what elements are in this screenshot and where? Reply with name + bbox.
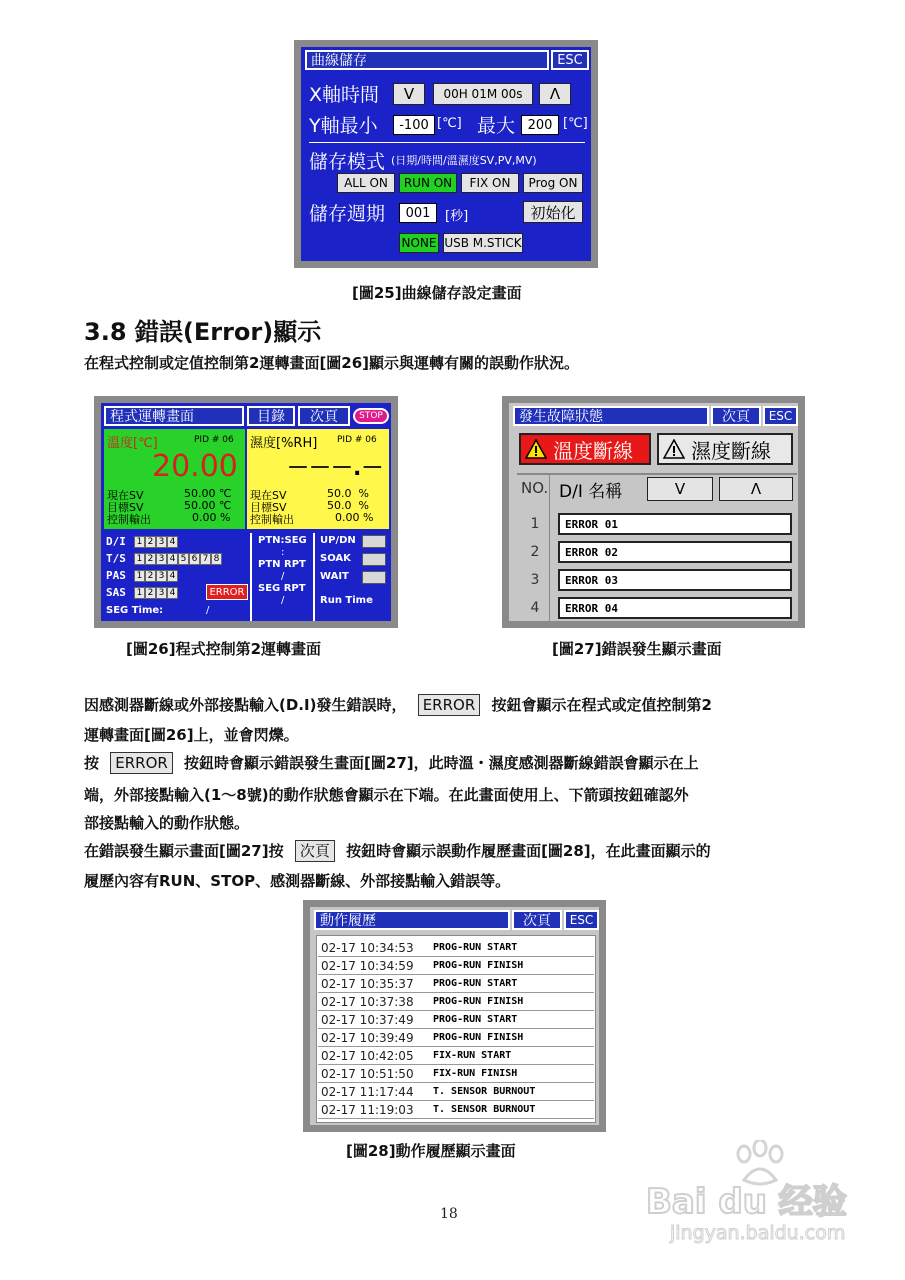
mode-run-on-button[interactable] [399, 173, 457, 193]
error-row[interactable] [558, 541, 792, 563]
mode-label: Prog ON [528, 176, 578, 190]
temperature-pid: PID # 06 [194, 435, 234, 445]
text-run: 按 [84, 754, 100, 772]
timestamp: 02-17 10:51:50 [321, 1066, 414, 1081]
list-item [318, 1011, 594, 1029]
error-name: ERROR 03 [565, 573, 618, 587]
paragraph-line [84, 694, 712, 716]
pas-cell: 3 [156, 570, 167, 582]
paragraph-line: 端，外部接點輸入(1～8號)的動作狀態會顯示在下端。在此畫面使用上、下箭頭按鈕確認外 [84, 786, 689, 804]
seg-rpt-label: SEG RPT [258, 583, 306, 594]
divider [309, 142, 585, 143]
ts-cell: 2 [145, 553, 156, 565]
next-page-button[interactable] [512, 910, 562, 930]
section-heading: 3.8 錯誤(Error)顯示 [84, 318, 322, 346]
humidity-panel [247, 429, 389, 529]
program-run-screen [94, 396, 398, 628]
pas-label: PAS [106, 569, 126, 582]
screen-title-text: 發生故障狀態 [519, 409, 603, 425]
text-run: 按鈕時會顯示錯誤發生畫面[圖27]，此時溫・濕度感測器斷線錯誤會顯示在上 [184, 754, 699, 772]
section-intro: 在程式控制或定值控制第2運轉畫面[圖26]顯示與運轉有關的誤動作狀況。 [84, 354, 580, 372]
menu-button[interactable] [247, 406, 295, 426]
timestamp: 02-17 10:37:49 [321, 1012, 414, 1027]
storage-mode-label: 儲存模式 [309, 151, 386, 173]
y-max-value: 200 [527, 117, 553, 133]
mode-label: FIX ON [469, 176, 511, 190]
temp-row-value: 0.00 % [192, 511, 231, 524]
screen-title [305, 50, 549, 70]
mode-prog-on-button[interactable] [523, 173, 583, 193]
mode-label: RUN ON [403, 176, 453, 190]
sas-cell: 3 [156, 587, 167, 599]
paragraph-line [84, 840, 711, 862]
y-min-input[interactable] [393, 115, 435, 135]
screen-title-text: 曲線儲存 [311, 53, 367, 69]
screen-title-text: 程式運轉畫面 [110, 409, 194, 425]
usb-stick-button[interactable] [443, 233, 523, 253]
ts-cell: 8 [211, 553, 222, 565]
figure-caption: [圖26]程式控制第2運轉畫面 [126, 640, 322, 658]
event: PROG-RUN FINISH [433, 960, 524, 971]
error-name: ERROR 02 [565, 545, 618, 559]
timestamp: 02-17 11:17:44 [321, 1084, 414, 1099]
error-row[interactable] [558, 513, 792, 535]
sas-cell: 4 [167, 587, 178, 599]
y-max-input[interactable] [521, 115, 559, 135]
timestamp: 02-17 10:35:37 [321, 976, 414, 991]
screen-title [513, 406, 709, 426]
temperature-panel [104, 429, 245, 529]
list-item [318, 957, 594, 975]
timestamp: 02-17 10:39:49 [321, 1030, 414, 1045]
event: T. SENSOR BURNOUT [433, 1086, 536, 1097]
run-flags-area [318, 533, 390, 621]
ts-cell: 3 [156, 553, 167, 565]
soak-indicator [362, 553, 386, 566]
error-name: ERROR 04 [565, 601, 618, 615]
next-page-button-reference: 次頁 [295, 840, 335, 862]
di-cell: 1 [134, 536, 145, 548]
chevron-down-icon: V [674, 480, 686, 498]
storage-cycle-label: 儲存週期 [309, 203, 386, 225]
scroll-up-button[interactable] [719, 477, 793, 501]
storage-mode-note: (日期/時間/溫濕度SV,PV,MV) [391, 154, 537, 167]
text-run: 按鈕時會顯示誤動作履歷畫面[圖28]，在此畫面顯示的 [346, 842, 711, 860]
baidu-watermark [640, 1140, 890, 1270]
wait-label: WAIT [320, 571, 349, 582]
timestamp: 02-17 10:37:38 [321, 994, 414, 1009]
ts-cell: 4 [167, 553, 178, 565]
event: T. SENSOR BURNOUT [433, 1104, 536, 1115]
pas-cell: 1 [134, 570, 145, 582]
no-column-header: NO. [521, 479, 549, 497]
event: FIX-RUN FINISH [433, 1068, 518, 1079]
column-divider [549, 473, 550, 623]
initialize-label: 初始化 [530, 203, 576, 222]
event: PROG-RUN START [433, 942, 518, 953]
humidity-burnout-alarm[interactable] [657, 433, 793, 465]
figure-caption: [圖28]動作履歷顯示畫面 [346, 1142, 516, 1160]
humidity-burnout-label: 濕度斷線 [691, 438, 771, 463]
temp-row-label: 目標SV [107, 501, 144, 514]
esc-label: ESC [768, 409, 793, 423]
error-name: ERROR 01 [565, 517, 618, 531]
ts-cell: 5 [178, 553, 189, 565]
esc-button[interactable] [763, 406, 798, 426]
di-cell: 2 [145, 536, 156, 548]
sas-cell: 2 [145, 587, 156, 599]
mode-fix-on-button[interactable] [461, 173, 519, 193]
seg-time-label: SEG Time: [106, 605, 164, 616]
list-item [318, 975, 594, 993]
figure-caption: [圖25]曲線儲存設定畫面 [352, 284, 522, 302]
row-number: 4 [530, 600, 540, 616]
error-button-reference: ERROR [110, 752, 173, 774]
paragraph-line: 運轉畫面[圖26]上，並會閃爍。 [84, 726, 299, 744]
di-cells [134, 536, 178, 548]
next-label: 次頁 [523, 913, 551, 929]
seg-time-value: / [206, 605, 210, 616]
timestamp: 02-17 11:19:03 [321, 1102, 414, 1117]
event: PROG-RUN START [433, 1014, 518, 1025]
watermark-brand: Bai du 经验 [646, 1182, 847, 1222]
event: FIX-RUN START [433, 1050, 512, 1061]
esc-label: ESC [569, 913, 594, 927]
none-button[interactable] [399, 233, 439, 253]
esc-button[interactable] [551, 50, 589, 70]
ts-cell: 7 [200, 553, 211, 565]
text-run: 在錯誤發生顯示畫面[圖27]按 [84, 842, 284, 860]
next-label: 次頁 [310, 409, 338, 425]
temp-row-value: 50.00 ℃ [184, 487, 232, 500]
error-button-reference: ERROR [418, 694, 481, 716]
next-label: 次頁 [722, 409, 750, 425]
list-item [318, 939, 594, 957]
text-run: 因感測器斷線或外部接點輸入(D.I)發生錯誤時， [84, 696, 407, 714]
seg-rpt-value: / [281, 595, 285, 606]
list-item [318, 1101, 594, 1119]
stop-label: STOP [359, 411, 383, 421]
y-min-value: -100 [399, 117, 429, 133]
cycle-value: 001 [405, 205, 431, 221]
pas-cell: 4 [167, 570, 178, 582]
event: PROG-RUN FINISH [433, 1032, 524, 1043]
temperature-value: 20.00 [152, 449, 238, 484]
di-cell: 3 [156, 536, 167, 548]
humidity-pid: PID # 06 [337, 435, 377, 445]
list-item [318, 1029, 594, 1047]
warning-icon [525, 439, 547, 459]
y-max-unit: [℃] [563, 116, 588, 131]
cycle-unit: [秒] [445, 209, 469, 224]
timestamp: 02-17 10:34:53 [321, 940, 414, 955]
time-value-field[interactable] [433, 83, 533, 105]
soak-label: SOAK [320, 553, 351, 564]
time-up-button[interactable] [539, 83, 571, 105]
humidity-label: 濕度[%RH] [250, 436, 318, 451]
cycle-input[interactable] [399, 203, 437, 223]
ptn-rpt-value: / [281, 571, 285, 582]
hum-row-value: 50.0 % [327, 499, 369, 512]
sas-cells [134, 587, 178, 599]
list-item [318, 1065, 594, 1083]
y-min-unit: [℃] [437, 116, 462, 131]
chevron-down-icon: V [403, 85, 415, 103]
hum-row-value: 0.00 % [335, 511, 374, 524]
warning-icon [663, 439, 685, 459]
watermark-url: jingyan.baidu.com [670, 1222, 846, 1244]
ts-cell: 1 [134, 553, 145, 565]
hum-row-label: 目標SV [250, 501, 287, 514]
temperature-burnout-alarm[interactable] [519, 433, 651, 465]
screen-title [314, 910, 510, 930]
mode-label: ALL ON [344, 176, 388, 190]
y-axis-min-label: Y軸最小 [309, 115, 378, 137]
page-number: 18 [440, 1206, 458, 1222]
di-name-column-header: D/I 名稱 [559, 482, 623, 502]
scroll-down-button[interactable] [647, 477, 713, 501]
screen-title-text: 動作履歷 [320, 913, 376, 929]
mode-all-on-button[interactable] [337, 173, 395, 193]
none-label: NONE [401, 236, 437, 250]
divider [517, 473, 797, 475]
y-axis-max-label: 最大 [477, 115, 516, 137]
error-row[interactable] [558, 597, 792, 619]
event: PROG-RUN START [433, 978, 518, 989]
ptn-seg-label: PTN:SEG [258, 535, 307, 546]
list-item [318, 1083, 594, 1101]
paragraph-line: 履歷內容有RUN、STOP、感測器斷線、外部接點輸入錯誤等。 [84, 872, 511, 890]
error-row[interactable] [558, 569, 792, 591]
ts-cells [134, 553, 222, 565]
text-run: 按鈕會顯示在程式或定值控制第2 [491, 696, 712, 714]
wait-indicator [362, 571, 386, 584]
ts-cell: 6 [189, 553, 200, 565]
fault-status-screen [502, 396, 805, 628]
row-number: 3 [530, 572, 540, 588]
error-button[interactable] [206, 584, 248, 600]
timestamp: 02-17 10:34:59 [321, 958, 414, 973]
curve-storage-screen [294, 40, 598, 268]
sas-cell: 1 [134, 587, 145, 599]
usb-label: USB M.STICK [444, 236, 522, 250]
list-item [318, 1047, 594, 1065]
screen-title [104, 406, 244, 426]
hum-row-value: 50.0 % [327, 487, 369, 500]
sas-label: SAS [106, 586, 126, 599]
hum-row-label: 現在SV [250, 489, 287, 502]
error-label: ERROR [209, 586, 245, 598]
ptn-seg-value: : [281, 547, 285, 558]
paragraph-line: 部接點輸入的動作狀態。 [84, 814, 250, 832]
temp-row-label: 現在SV [107, 489, 144, 502]
list-item [318, 993, 594, 1011]
run-time-label: Run Time [320, 595, 373, 606]
esc-label: ESC [557, 52, 583, 68]
temp-row-value: 50.00 ℃ [184, 499, 232, 512]
pas-cells [134, 570, 178, 582]
updn-label: UP/DN [320, 535, 356, 546]
operation-history-screen [303, 900, 606, 1132]
hum-row-label: 控制輸出 [250, 513, 294, 526]
ptn-rpt-label: PTN RPT [258, 559, 306, 570]
timestamp: 02-17 10:42:05 [321, 1048, 414, 1063]
figure-caption: [圖27]錯誤發生顯示畫面 [552, 640, 722, 658]
temperature-burnout-label: 溫度斷線 [553, 438, 633, 463]
chevron-up-icon: Λ [549, 85, 561, 103]
temperature-label: 溫度[℃] [107, 436, 158, 451]
x-axis-time-label: X軸時間 [309, 84, 380, 106]
temp-row-label: 控制輸出 [107, 513, 151, 526]
ts-label: T/S [106, 552, 126, 565]
esc-button[interactable] [564, 910, 599, 930]
time-down-button[interactable] [393, 83, 425, 105]
row-number: 2 [530, 544, 540, 560]
pattern-status-area [255, 533, 315, 621]
event: PROG-RUN FINISH [433, 996, 524, 1007]
di-label: D/I [106, 535, 126, 548]
time-value: 00H 01M 00s [443, 87, 523, 101]
paragraph-line [84, 752, 699, 774]
di-cell: 4 [167, 536, 178, 548]
updn-indicator [362, 535, 386, 548]
next-page-button[interactable] [711, 406, 761, 426]
chevron-up-icon: Λ [750, 480, 762, 498]
stop-button[interactable] [353, 408, 389, 424]
pas-cell: 2 [145, 570, 156, 582]
humidity-value: －－－.－ [287, 456, 384, 481]
initialize-button[interactable] [523, 201, 583, 223]
io-status-area [104, 533, 252, 621]
row-number: 1 [530, 516, 540, 532]
next-page-button[interactable] [298, 406, 350, 426]
menu-label: 目錄 [257, 409, 285, 425]
